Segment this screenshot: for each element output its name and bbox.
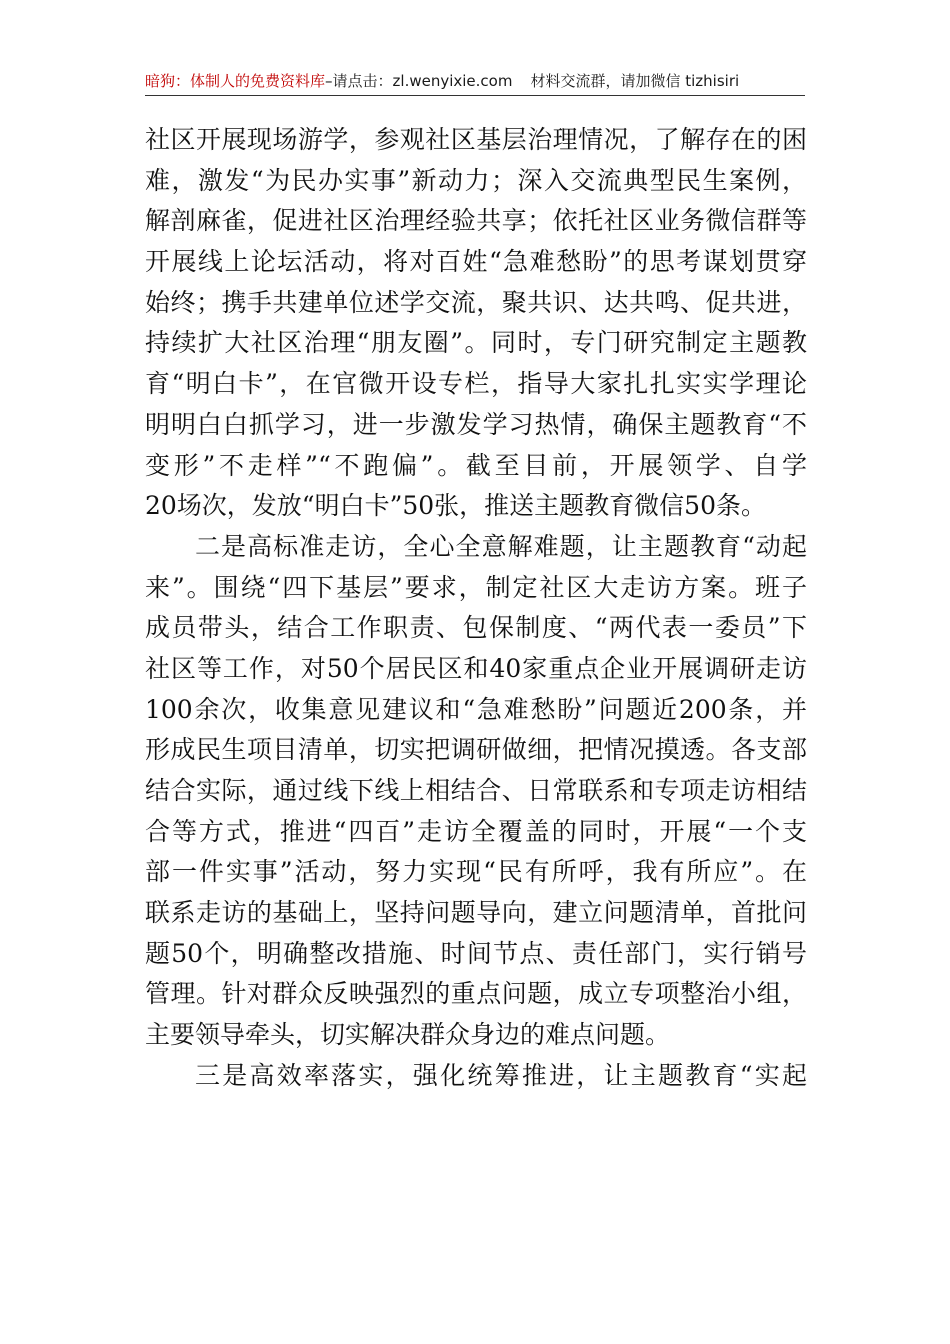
text-line: 持续扩大社区治理“朋友圈”。同时，专门研究制定主题教 bbox=[145, 328, 807, 358]
header-divider bbox=[145, 95, 805, 96]
text-line: 合等方式，推进“四百”走访全覆盖的同时，开展“一个支 bbox=[145, 816, 807, 846]
header-click-prompt: –请点击： bbox=[325, 72, 393, 90]
header-group-text: 材料交流群，请加微信 tizhisiri bbox=[530, 72, 740, 90]
header-brand: 暗狗：体制人的免费资料库 bbox=[145, 72, 326, 90]
text-line: 形成民生项目清单，切实把调研做细，把情况摸透。各支部 bbox=[145, 735, 807, 765]
text-line: 主要领导牵头，切实解决群众身边的难点问题。 bbox=[145, 1020, 671, 1050]
text-line: 结合实际，通过线下线上相结合、日常联系和专项走访相结 bbox=[145, 776, 807, 805]
text-line: 变形”不走样”“不跑偏”。截至目前，开展领学、自学 bbox=[145, 450, 807, 480]
text-line: 社区等工作，对50个居民区和40家重点企业开展调研走访 bbox=[145, 653, 807, 683]
text-line: 100余次，收集意见建议和“急难愁盼”问题近200条，并 bbox=[145, 694, 807, 724]
text-line: 明明白白抓学习，进一步激发学习热情，确保主题教育“不 bbox=[145, 409, 807, 439]
text-line: 来”。围绕“四下基层”要求，制定社区大走访方案。班子 bbox=[145, 572, 807, 602]
paragraph-1 bbox=[145, 120, 807, 527]
text-line: 开展线上论坛活动，将对百姓“急难愁盼”的思考谋划贯穿 bbox=[145, 247, 807, 277]
text-line: 联系走访的基础上，坚持问题导向，建立问题清单，首批问 bbox=[145, 898, 807, 928]
paragraph-3 bbox=[145, 1056, 807, 1097]
text-line: 成员带头，结合工作职责、包保制度、“两代表一委员”下 bbox=[145, 613, 807, 643]
text-line: 部一件实事”活动，努力实现“民有所呼，我有所应”。在 bbox=[145, 857, 807, 887]
page-header bbox=[145, 68, 805, 94]
text-line: 题50个，明确整改措施、时间节点、责任部门，实行销号 bbox=[145, 938, 807, 968]
text-line: 管理。针对群众反映强烈的重点问题，成立专项整治小组， bbox=[145, 979, 807, 1009]
text-line: 解剖麻雀，促进社区治理经验共享；依托社区业务微信群等 bbox=[145, 206, 807, 236]
document-body bbox=[145, 120, 807, 1097]
text-line: 社区开展现场游学，参观社区基层治理情况，了解存在的困 bbox=[145, 125, 807, 154]
text-line: 育“明白卡”，在官微开设专栏，指导大家扎扎实实学理论 bbox=[145, 369, 807, 399]
text-line: 难，激发“为民办实事”新动力；深入交流典型民生案例， bbox=[145, 165, 807, 195]
text-line: 二是高标准走访，全心全意解难题，让主题教育“动起 bbox=[195, 531, 807, 561]
header-url-link[interactable]: zl.wenyixie.com bbox=[392, 72, 513, 90]
text-line: 20场次，发放“明白卡”50张，推送主题教育微信50条。 bbox=[145, 491, 766, 521]
text-line: 三是高效率落实，强化统筹推进，让主题教育“实起 bbox=[195, 1060, 807, 1090]
text-line: 始终；携手共建单位述学交流，聚共识、达共鸣、促共进， bbox=[145, 287, 807, 317]
paragraph-2 bbox=[145, 527, 807, 1056]
